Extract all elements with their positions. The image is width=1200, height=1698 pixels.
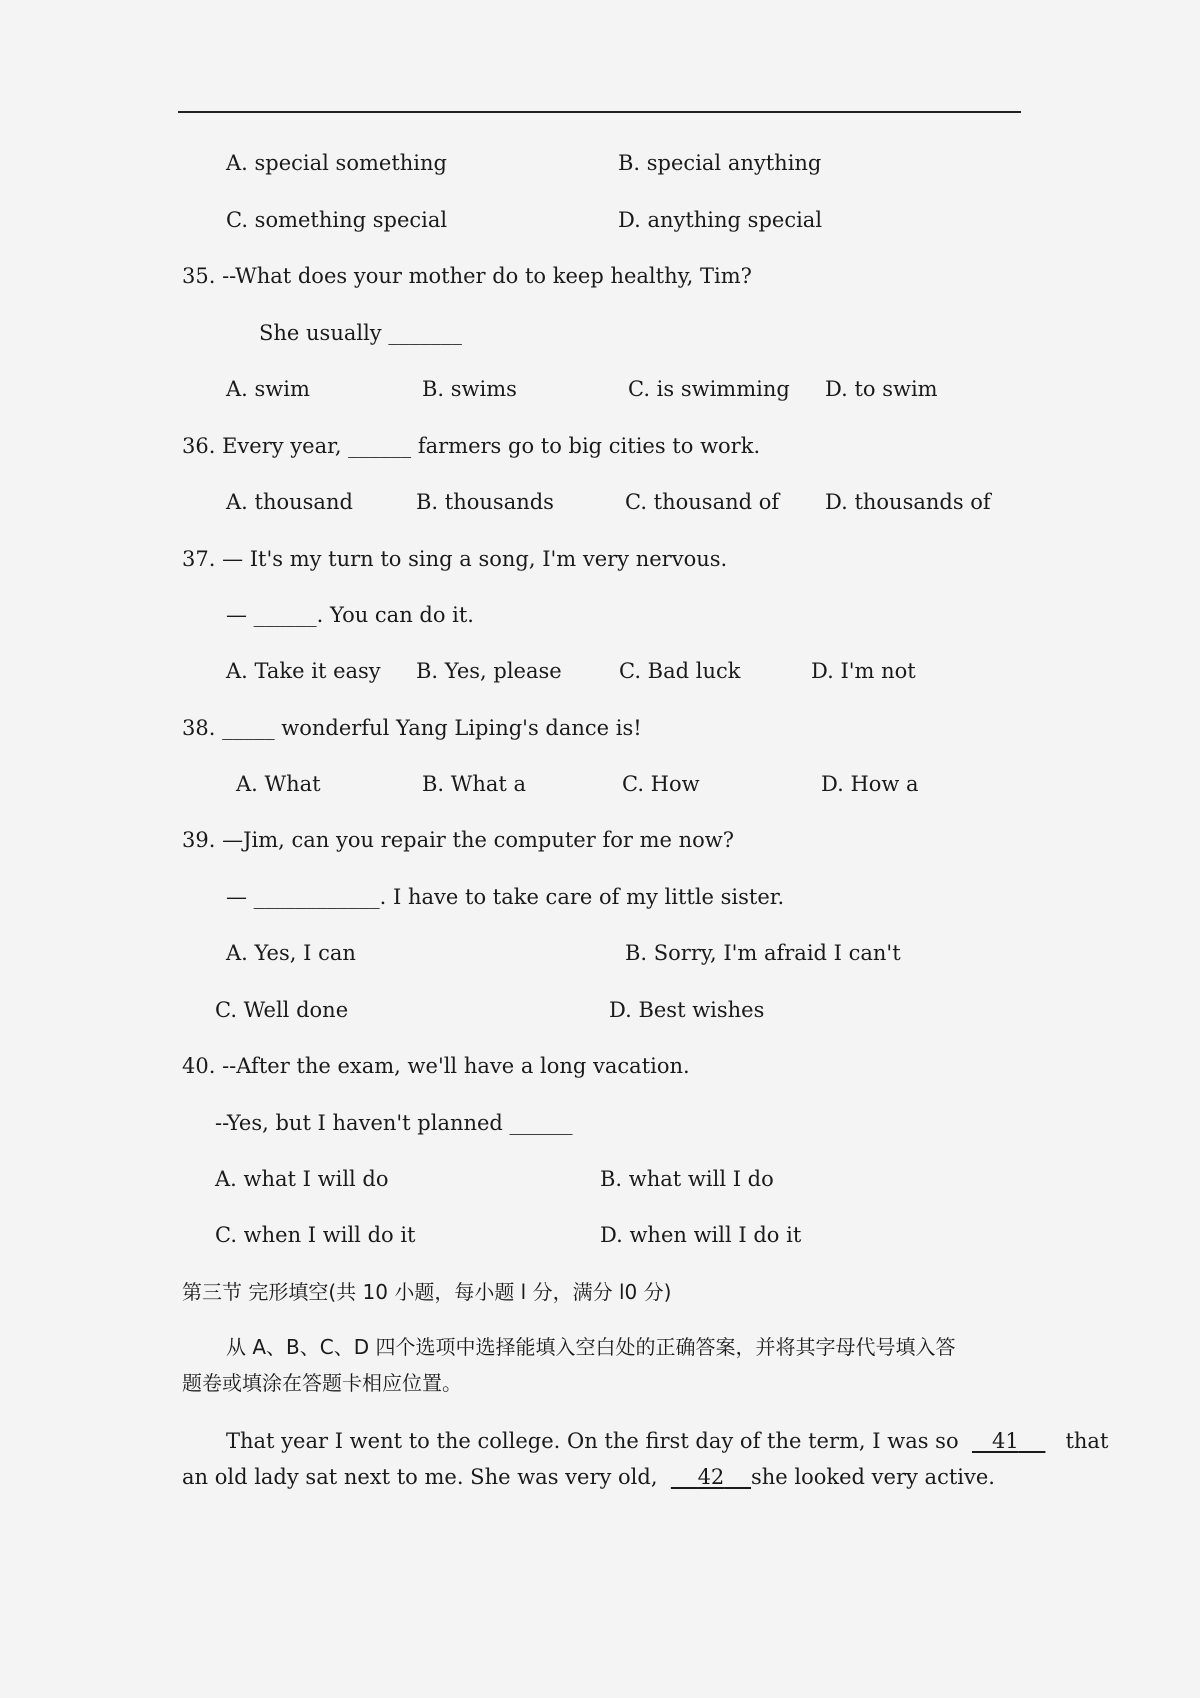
passage-line-2 <box>182 1464 995 1490</box>
q36-option-b: B. thousands <box>416 490 554 514</box>
q35-option-c: C. is swimming <box>628 377 790 401</box>
q39-option-a: A. Yes, I can <box>226 941 356 965</box>
q39-option-d: D. Best wishes <box>609 998 765 1022</box>
q38-option-c: C. How <box>622 772 700 796</box>
q35-option-d: D. to swim <box>825 377 938 401</box>
q38-option-a: A. What <box>236 772 321 796</box>
q40-option-d: D. when will I do it <box>600 1223 802 1247</box>
q37-stem: 37. — It's my turn to sing a song, I'm very nervous. <box>182 547 728 571</box>
q35-reply: She usually _______ <box>259 321 462 345</box>
q40-option-c: C. when I will do it <box>215 1223 416 1247</box>
q35-option-b: B. swims <box>422 377 517 401</box>
q40-reply: --Yes, but I haven't planned ______ <box>215 1111 573 1135</box>
passage-line-1 <box>226 1428 1108 1454</box>
section-instruction-line1: 从 A、B、C、D 四个选项中选择能填入空白处的正确答案，并将其字母代号填入答 <box>226 1335 956 1359</box>
passage-line1-start: That year I went to the college. On the first day of the term, I was so <box>226 1429 959 1453</box>
q35-stem: 35. --What does your mother do to keep healthy, Tim? <box>182 264 752 288</box>
q34-option-d: D. anything special <box>618 208 823 232</box>
blank-41: 41 <box>992 1429 1019 1453</box>
q38-option-d: D. How a <box>821 772 919 796</box>
q39-option-c: C. Well done <box>215 998 349 1022</box>
q38-option-b: B. What a <box>422 772 527 796</box>
q36-stem: 36. Every year, ______ farmers go to big cities to work. <box>182 434 761 458</box>
q37-option-d: D. I'm not <box>811 659 916 683</box>
q34-option-c: C. something special <box>226 208 448 232</box>
q34-option-b: B. special anything <box>618 151 822 175</box>
q39-option-b: B. Sorry, I'm afraid I can't <box>625 941 901 965</box>
q40-option-a: A. what I will do <box>215 1167 389 1191</box>
passage-line1-end: that <box>1065 1429 1109 1453</box>
q37-option-b: B. Yes, please <box>416 659 562 683</box>
q34-option-a: A. special something <box>226 151 447 175</box>
section-instruction-line2: 题卷或填涂在答题卡相应位置。 <box>182 1371 462 1395</box>
passage-line2-start: an old lady sat next to me. She was very old, <box>182 1465 658 1489</box>
q35-option-a: A. swim <box>226 377 310 401</box>
q36-option-d: D. thousands of <box>825 490 991 514</box>
header-rule <box>178 111 1021 113</box>
q37-reply: — ______. You can do it. <box>226 603 474 627</box>
q36-option-c: C. thousand of <box>625 490 780 514</box>
section-heading: 第三节 完形填空(共 10 小题，每小题 l 分，满分 l0 分) <box>182 1280 672 1304</box>
q37-option-a: A. Take it easy <box>226 659 381 683</box>
q37-option-c: C. Bad luck <box>619 659 741 683</box>
q36-option-a: A. thousand <box>226 490 353 514</box>
q39-reply: — ____________. I have to take care of my little sister. <box>226 885 785 909</box>
q40-option-b: B. what will I do <box>600 1167 774 1191</box>
q38-stem: 38. _____ wonderful Yang Liping's dance is! <box>182 716 642 740</box>
q39-stem: 39. —Jim, can you repair the computer for me now? <box>182 828 734 852</box>
q40-stem: 40. --After the exam, we'll have a long vacation. <box>182 1054 690 1078</box>
passage-line2-end: she looked very active. <box>751 1465 995 1489</box>
blank-42: 42 <box>697 1465 725 1489</box>
